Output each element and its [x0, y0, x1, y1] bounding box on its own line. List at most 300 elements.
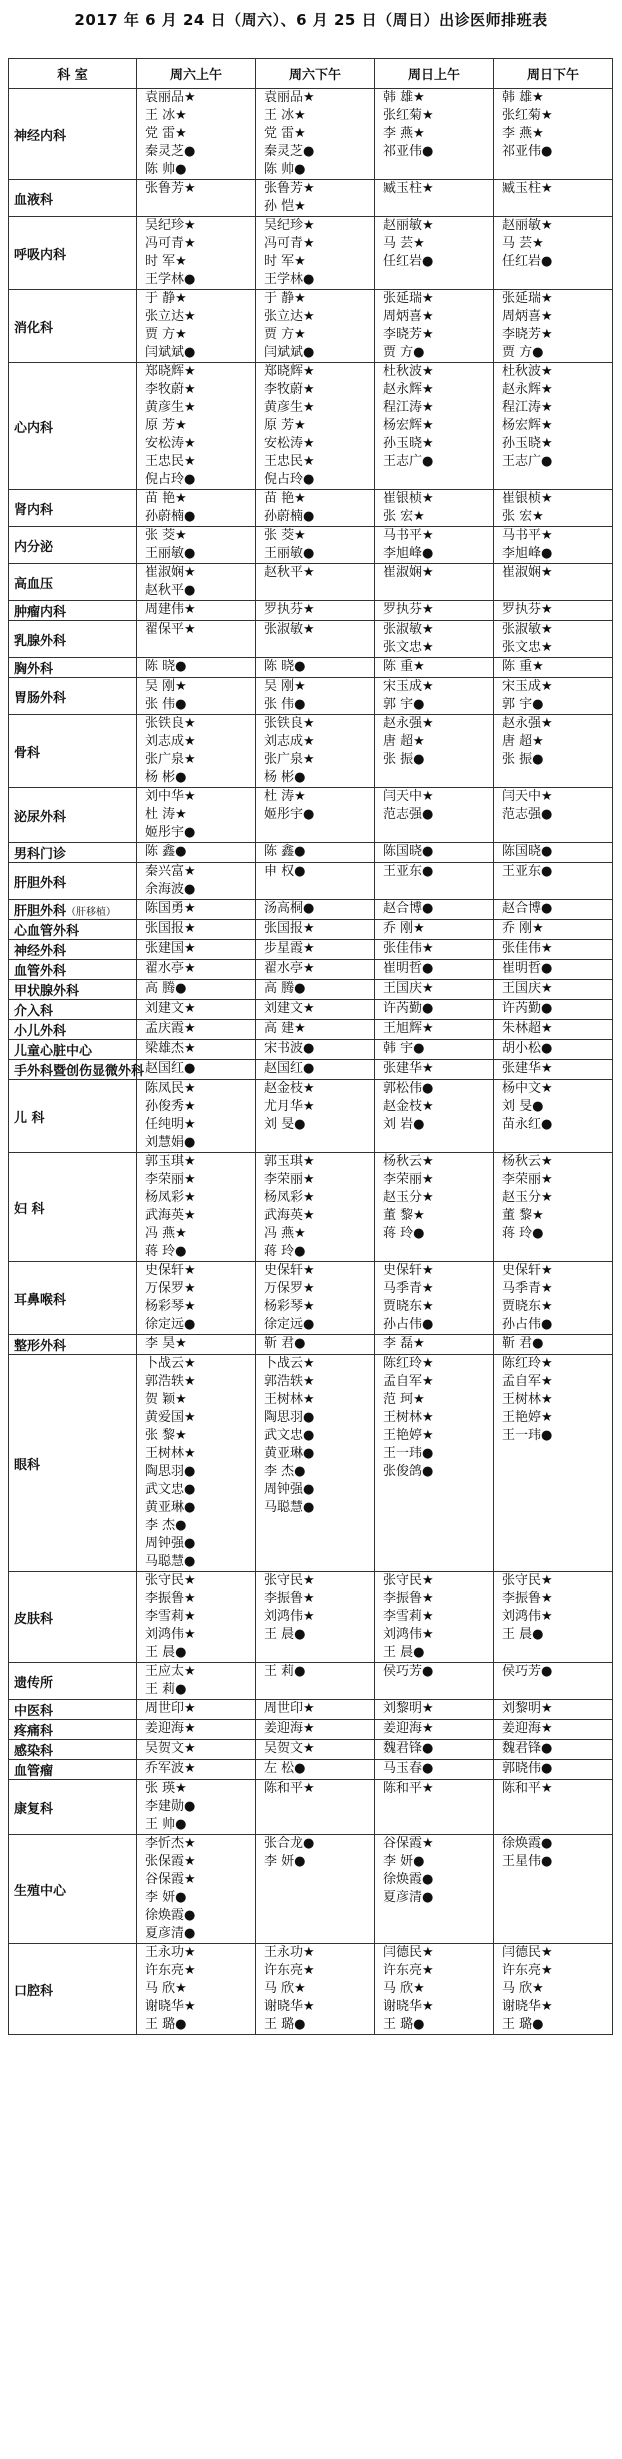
- doctor-entry: 李建勋●: [145, 1799, 196, 1814]
- schedule-cell: [256, 1080, 375, 1153]
- doctor-entry: 杨 彬●: [264, 770, 306, 785]
- schedule-cell: [137, 621, 256, 658]
- doctor-entry: 程江涛★: [502, 400, 553, 415]
- doctor-entry: 郭玉琪★: [145, 1154, 196, 1169]
- doctor-entry: 杜秋波★: [383, 364, 434, 379]
- doctor-entry: 马 欣★: [145, 1981, 187, 1996]
- doctor-entry: 孙占伟●: [502, 1317, 553, 1332]
- doctor-entry: 吴 刚★: [145, 679, 187, 694]
- schedule-cell: [494, 180, 613, 217]
- schedule-cell: [494, 1355, 613, 1572]
- doctor-entry: 冯 燕★: [264, 1226, 306, 1241]
- table-row: [9, 1700, 613, 1720]
- schedule-cell: [256, 1020, 375, 1040]
- doctor-entry: 张 茭★: [145, 528, 187, 543]
- doctor-entry: 陈国勇★: [145, 901, 196, 916]
- doctor-entry: 张立达★: [264, 309, 315, 324]
- schedule-cell: [375, 180, 494, 217]
- doctor-entry: 陈 重★: [502, 659, 544, 674]
- doctor-entry: 安松涛★: [264, 436, 315, 451]
- table-row: [9, 1262, 613, 1335]
- doctor-entry: 闫天中★: [383, 789, 434, 804]
- doctor-entry: 尤月华★: [264, 1099, 315, 1114]
- doctor-entry: 祁亚伟●: [502, 144, 553, 159]
- doctor-entry: 谢晓华★: [502, 1999, 553, 2014]
- table-row: [9, 920, 613, 940]
- dept-name: [9, 564, 137, 601]
- dept-label: 肝胆外科: [14, 904, 67, 919]
- dept-label: 口腔科: [14, 1983, 54, 1999]
- doctor-entry: 武海英★: [145, 1208, 196, 1223]
- table-row: [9, 900, 613, 920]
- dept-label: 神经外科: [14, 944, 67, 959]
- schedule-cell: [494, 1153, 613, 1262]
- schedule-cell: [256, 1760, 375, 1780]
- schedule-cell: [137, 658, 256, 678]
- dept-name: [9, 1355, 137, 1572]
- doctor-entry: 赵玉分★: [383, 1190, 434, 1205]
- doctor-entry: 李 妍●: [383, 1854, 425, 1869]
- doctor-entry: 蒋 玲●: [383, 1226, 425, 1241]
- doctor-entry: 马书平★: [502, 528, 553, 543]
- schedule-cell: [494, 1262, 613, 1335]
- dept-name: [9, 1153, 137, 1262]
- dept-name: [9, 1720, 137, 1740]
- doctor-entry: 张铁良★: [145, 716, 196, 731]
- doctor-entry: 袁丽品★: [145, 90, 196, 105]
- doctor-entry: 张红菊★: [383, 108, 434, 123]
- doctor-entry: 张 振●: [383, 752, 425, 767]
- doctor-entry: 张广泉★: [145, 752, 196, 767]
- schedule-cell: [137, 1944, 256, 2035]
- schedule-cell: [494, 490, 613, 527]
- schedule-cell: [494, 1760, 613, 1780]
- dept-name: [9, 1700, 137, 1720]
- schedule-cell: [256, 1060, 375, 1080]
- schedule-cell: [256, 1040, 375, 1060]
- schedule-cell: [256, 1780, 375, 1835]
- doctor-entry: 王丽敏●: [145, 546, 196, 561]
- doctor-entry: 黄彦生★: [145, 400, 196, 415]
- schedule-cell: [256, 89, 375, 180]
- doctor-entry: 韩 宇●: [383, 1041, 425, 1056]
- dept-label: 肾内科: [14, 502, 54, 518]
- doctor-entry: 赵金枝★: [264, 1081, 315, 1096]
- dept-label: 耳鼻喉科: [14, 1292, 67, 1308]
- doctor-entry: 夏彦清●: [145, 1926, 196, 1941]
- schedule-cell: [137, 1262, 256, 1335]
- schedule-cell: [494, 527, 613, 564]
- doctor-entry: 范志强●: [383, 807, 434, 822]
- doctor-entry: 李旭峰●: [502, 546, 553, 561]
- doctor-entry: 孙玉晓★: [383, 436, 434, 451]
- schedule-cell: [375, 980, 494, 1000]
- schedule-cell: [375, 1040, 494, 1060]
- schedule-cell: [137, 1780, 256, 1835]
- doctor-entry: 王忠民★: [264, 454, 315, 469]
- dept-label: 高血压: [14, 576, 54, 592]
- dept-note: （肝移植）: [66, 907, 117, 918]
- schedule-cell: [494, 1700, 613, 1720]
- doctor-entry: 刘 岩●: [383, 1117, 425, 1132]
- doctor-entry: 臧玉柱★: [502, 181, 553, 196]
- doctor-entry: 乔 刚★: [383, 921, 425, 936]
- doctor-entry: 王忠民★: [145, 454, 196, 469]
- doctor-entry: 张 宏★: [383, 509, 425, 524]
- schedule-cell: [375, 1153, 494, 1262]
- doctor-entry: 吴 刚★: [264, 679, 306, 694]
- doctor-entry: 武文忠●: [264, 1428, 315, 1443]
- dept-name: [9, 1335, 137, 1355]
- table-row: [9, 621, 613, 658]
- doctor-entry: 张守民★: [145, 1573, 196, 1588]
- schedule-cell: [375, 363, 494, 490]
- doctor-entry: 刘志成★: [264, 734, 315, 749]
- doctor-entry: 魏君锋●: [502, 1741, 553, 1756]
- doctor-entry: 张 宏★: [502, 509, 544, 524]
- dept-name: [9, 843, 137, 863]
- schedule-cell: [375, 89, 494, 180]
- doctor-entry: 王树林★: [502, 1392, 553, 1407]
- doctor-entry: 罗执芬★: [264, 602, 315, 617]
- dept-label: 男科门诊: [14, 847, 67, 862]
- doctor-entry: 刘建文★: [264, 1001, 315, 1016]
- dept-label: 妇 科: [14, 1201, 45, 1217]
- schedule-cell: [494, 363, 613, 490]
- dept-name: [9, 1760, 137, 1780]
- doctor-entry: 李忻杰★: [145, 1836, 196, 1851]
- doctor-entry: 郑晓辉★: [264, 364, 315, 379]
- schedule-cell: [494, 1080, 613, 1153]
- dept-name: [9, 940, 137, 960]
- schedule-cell: [137, 1760, 256, 1780]
- schedule-cell: [137, 715, 256, 788]
- doctor-entry: 王志广●: [502, 454, 553, 469]
- schedule-cell: [494, 1944, 613, 2035]
- dept-label: 呼吸内科: [14, 247, 67, 263]
- doctor-entry: 李振鲁★: [145, 1591, 196, 1606]
- doctor-entry: 党 雷★: [145, 126, 187, 141]
- schedule-cell: [256, 1740, 375, 1760]
- doctor-entry: 王树林★: [383, 1410, 434, 1425]
- doctor-entry: 王国庆★: [383, 981, 434, 996]
- doctor-entry: 徐焕霞●: [502, 1836, 553, 1851]
- doctor-entry: 马季青★: [502, 1281, 553, 1296]
- doctor-entry: 王国庆★: [502, 981, 553, 996]
- table-row: [9, 564, 613, 601]
- doctor-entry: 王永功★: [264, 1945, 315, 1960]
- doctor-entry: 陈 帅●: [264, 162, 306, 177]
- schedule-cell: [256, 1700, 375, 1720]
- schedule-cell: [494, 863, 613, 900]
- schedule-cell: [256, 900, 375, 920]
- dept-label: 神经内科: [14, 128, 67, 144]
- doctor-entry: 马聪慧●: [264, 1500, 315, 1515]
- doctor-entry: 孙蔚楠●: [264, 509, 315, 524]
- doctor-entry: 张国报★: [145, 921, 196, 936]
- table-row: [9, 980, 613, 1000]
- doctor-entry: 张立达★: [145, 309, 196, 324]
- table-row: [9, 180, 613, 217]
- doctor-entry: 张 瑛★: [145, 1781, 187, 1796]
- schedule-cell: [375, 1720, 494, 1740]
- table-row: [9, 1780, 613, 1835]
- doctor-entry: 杨宏辉★: [502, 418, 553, 433]
- schedule-cell: [137, 1080, 256, 1153]
- schedule-cell: [137, 940, 256, 960]
- doctor-entry: 姜迎海★: [502, 1721, 553, 1736]
- schedule-cell: [375, 940, 494, 960]
- doctor-entry: 马聪慧●: [145, 1554, 196, 1569]
- dept-name: [9, 788, 137, 843]
- dept-label: 肿瘤内科: [14, 605, 67, 620]
- dept-name: [9, 1835, 137, 1944]
- doctor-entry: 史保轩★: [502, 1263, 553, 1278]
- doctor-entry: 周世印★: [145, 1701, 196, 1716]
- dept-label: 骨科: [14, 745, 41, 761]
- dept-name: [9, 1572, 137, 1663]
- doctor-entry: 袁丽品★: [264, 90, 315, 105]
- schedule-cell: [137, 1835, 256, 1944]
- doctor-entry: 罗执芬★: [502, 602, 553, 617]
- doctor-entry: 贾晓东★: [383, 1299, 434, 1314]
- table-row: [9, 290, 613, 363]
- doctor-entry: 秦兴富★: [145, 864, 196, 879]
- doctor-entry: 李荣丽★: [383, 1172, 434, 1187]
- doctor-entry: 徐焕霞●: [383, 1872, 434, 1887]
- header-sun-pm: 周日下午: [494, 59, 613, 89]
- schedule-cell: [494, 1663, 613, 1700]
- doctor-entry: 许芮勤●: [502, 1001, 553, 1016]
- dept-name: [9, 1000, 137, 1020]
- doctor-entry: 陶思羽●: [264, 1410, 315, 1425]
- dept-label: 儿童心脏中心: [14, 1044, 93, 1059]
- doctor-entry: 王 冰★: [264, 108, 306, 123]
- schedule-cell: [256, 1720, 375, 1740]
- doctor-entry: 李 磊★: [383, 1336, 425, 1351]
- doctor-entry: 王树林★: [264, 1392, 315, 1407]
- doctor-entry: 赵金枝★: [383, 1099, 434, 1114]
- doctor-entry: 张佳伟★: [383, 941, 434, 956]
- schedule-cell: [137, 900, 256, 920]
- schedule-cell: [137, 1040, 256, 1060]
- doctor-entry: 姜迎海★: [383, 1721, 434, 1736]
- doctor-entry: 张鲁芳★: [264, 181, 315, 196]
- doctor-entry: 贾 方★: [145, 327, 187, 342]
- doctor-entry: 韩 雄★: [502, 90, 544, 105]
- doctor-entry: 侯巧芳●: [383, 1664, 434, 1679]
- doctor-entry: 王 莉●: [145, 1682, 187, 1697]
- doctor-entry: 谢晓华★: [264, 1999, 315, 2014]
- doctor-entry: 张守民★: [383, 1573, 434, 1588]
- doctor-entry: 翟水亭★: [145, 961, 196, 976]
- doctor-entry: 王 晨●: [502, 1627, 544, 1642]
- doctor-entry: 陈 鑫●: [264, 844, 306, 859]
- schedule-cell: [256, 980, 375, 1000]
- schedule-cell: [494, 940, 613, 960]
- doctor-entry: 李 昊★: [145, 1336, 187, 1351]
- dept-label: 血管瘤: [14, 1764, 54, 1779]
- doctor-entry: 蒋 玲●: [264, 1244, 306, 1259]
- schedule-cell: [375, 960, 494, 980]
- schedule-cell: [375, 217, 494, 290]
- table-row: [9, 843, 613, 863]
- dept-label: 介入科: [14, 1004, 54, 1019]
- doctor-entry: 郭玉琪★: [264, 1154, 315, 1169]
- schedule-cell: [137, 564, 256, 601]
- dept-label: 疼痛科: [14, 1724, 54, 1739]
- doctor-entry: 姬彤宇●: [145, 825, 196, 840]
- schedule-cell: [494, 1740, 613, 1760]
- doctor-entry: 张建华★: [502, 1061, 553, 1076]
- schedule-cell: [137, 1720, 256, 1740]
- doctor-entry: 韩 雄★: [383, 90, 425, 105]
- doctor-entry: 侯巧芳●: [502, 1664, 553, 1679]
- doctor-entry: 谷保霞★: [383, 1836, 434, 1851]
- table-row: [9, 1835, 613, 1944]
- dept-label: 血管外科: [14, 964, 67, 979]
- doctor-entry: 马玉春●: [383, 1761, 434, 1776]
- schedule-cell: [375, 715, 494, 788]
- doctor-entry: 崔淑娴★: [383, 565, 434, 580]
- schedule-cell: [137, 788, 256, 843]
- doctor-entry: 李晓芳★: [383, 327, 434, 342]
- table-row: [9, 863, 613, 900]
- doctor-entry: 翟保平★: [145, 622, 196, 637]
- doctor-entry: 苗 艳★: [264, 491, 306, 506]
- header-sat-am: 周六上午: [137, 59, 256, 89]
- doctor-entry: 余海波●: [145, 882, 196, 897]
- schedule-cell: [494, 658, 613, 678]
- doctor-entry: 刘志成★: [145, 734, 196, 749]
- doctor-entry: 李振鲁★: [383, 1591, 434, 1606]
- doctor-entry: 史保轩★: [145, 1263, 196, 1278]
- doctor-entry: 李牧蔚★: [145, 382, 196, 397]
- schedule-cell: [375, 1335, 494, 1355]
- dept-label: 泌尿外科: [14, 809, 67, 825]
- doctor-entry: 许东亮★: [502, 1963, 553, 1978]
- schedule-cell: [375, 1355, 494, 1572]
- doctor-entry: 汤高桐●: [264, 901, 315, 916]
- doctor-entry: 李雪莉★: [145, 1609, 196, 1624]
- doctor-entry: 李旭峰●: [383, 546, 434, 561]
- doctor-entry: 陈 帅●: [145, 162, 187, 177]
- doctor-entry: 王艳婷★: [502, 1410, 553, 1425]
- schedule-cell: [256, 960, 375, 980]
- schedule-cell: [375, 1780, 494, 1835]
- doctor-entry: 孙 恺★: [264, 199, 306, 214]
- doctor-entry: 郑晓辉★: [145, 364, 196, 379]
- table-row: [9, 1060, 613, 1080]
- doctor-entry: 姜迎海★: [264, 1721, 315, 1736]
- schedule-cell: [137, 980, 256, 1000]
- doctor-entry: 蒋 玲●: [145, 1244, 187, 1259]
- doctor-entry: 马 芸★: [502, 236, 544, 251]
- doctor-entry: 黄亚琳●: [264, 1446, 315, 1461]
- schedule-cell: [256, 1572, 375, 1663]
- schedule-cell: [137, 1000, 256, 1020]
- doctor-entry: 贺 颖★: [145, 1392, 187, 1407]
- doctor-entry: 姜迎海★: [145, 1721, 196, 1736]
- doctor-entry: 陈和平★: [383, 1781, 434, 1796]
- table-row: [9, 601, 613, 621]
- doctor-entry: 王 帅●: [145, 1817, 187, 1832]
- doctor-entry: 任红岩●: [502, 254, 553, 269]
- schedule-cell: [494, 1060, 613, 1080]
- doctor-entry: 史保轩★: [383, 1263, 434, 1278]
- doctor-entry: 王亚东●: [383, 864, 434, 879]
- doctor-entry: 许芮勤●: [383, 1001, 434, 1016]
- dept-name: [9, 490, 137, 527]
- schedule-cell: [494, 678, 613, 715]
- doctor-entry: 张淑敏★: [383, 622, 434, 637]
- schedule-cell: [494, 601, 613, 621]
- doctor-entry: 许东亮★: [264, 1963, 315, 1978]
- doctor-entry: 步星霞★: [264, 941, 315, 956]
- schedule-cell: [375, 1835, 494, 1944]
- schedule-cell: [375, 843, 494, 863]
- schedule-cell: [375, 1080, 494, 1153]
- schedule-cell: [256, 527, 375, 564]
- doctor-entry: 冯可青★: [145, 236, 196, 251]
- doctor-entry: 周世印★: [264, 1701, 315, 1716]
- doctor-entry: 闫斌斌●: [145, 345, 196, 360]
- doctor-entry: 陈国晓●: [502, 844, 553, 859]
- doctor-entry: 张广泉★: [264, 752, 315, 767]
- dept-label: 遗传所: [14, 1675, 54, 1691]
- doctor-entry: 高 腾●: [264, 981, 306, 996]
- doctor-entry: 武文忠●: [145, 1482, 196, 1497]
- schedule-cell: [375, 1060, 494, 1080]
- doctor-entry: 李牧蔚★: [264, 382, 315, 397]
- doctor-entry: 刘鸿伟★: [264, 1609, 315, 1624]
- doctor-entry: 赵丽敏★: [383, 218, 434, 233]
- doctor-entry: 赵永辉★: [502, 382, 553, 397]
- doctor-entry: 陈和平★: [264, 1781, 315, 1796]
- table-row: [9, 1760, 613, 1780]
- doctor-entry: 郭 宇●: [383, 697, 425, 712]
- doctor-entry: 陈 鑫●: [145, 844, 187, 859]
- schedule-cell: [256, 788, 375, 843]
- dept-name: [9, 89, 137, 180]
- schedule-cell: [375, 1944, 494, 2035]
- schedule-cell: [494, 788, 613, 843]
- doctor-entry: 原 芳★: [145, 418, 187, 433]
- doctor-entry: 赵玉分★: [502, 1190, 553, 1205]
- schedule-cell: [494, 1040, 613, 1060]
- doctor-entry: 马 欣★: [264, 1981, 306, 1996]
- schedule-cell: [375, 863, 494, 900]
- schedule-cell: [494, 1000, 613, 1020]
- doctor-entry: 王志广●: [383, 454, 434, 469]
- table-row: [9, 363, 613, 490]
- doctor-entry: 闫斌斌●: [264, 345, 315, 360]
- dept-name: [9, 920, 137, 940]
- schedule-cell: [256, 658, 375, 678]
- doctor-entry: 陈和平★: [502, 1781, 553, 1796]
- doctor-entry: 董 黎★: [383, 1208, 425, 1223]
- schedule-cell: [494, 1720, 613, 1740]
- schedule-cell: [137, 490, 256, 527]
- doctor-entry: 张守民★: [502, 1573, 553, 1588]
- schedule-cell: [494, 715, 613, 788]
- doctor-entry: 范 珂★: [383, 1392, 425, 1407]
- doctor-entry: 臧玉柱★: [383, 181, 434, 196]
- table-row: [9, 490, 613, 527]
- schedule-cell: [375, 527, 494, 564]
- doctor-entry: 武海英★: [264, 1208, 315, 1223]
- doctor-entry: 张鲁芳★: [145, 181, 196, 196]
